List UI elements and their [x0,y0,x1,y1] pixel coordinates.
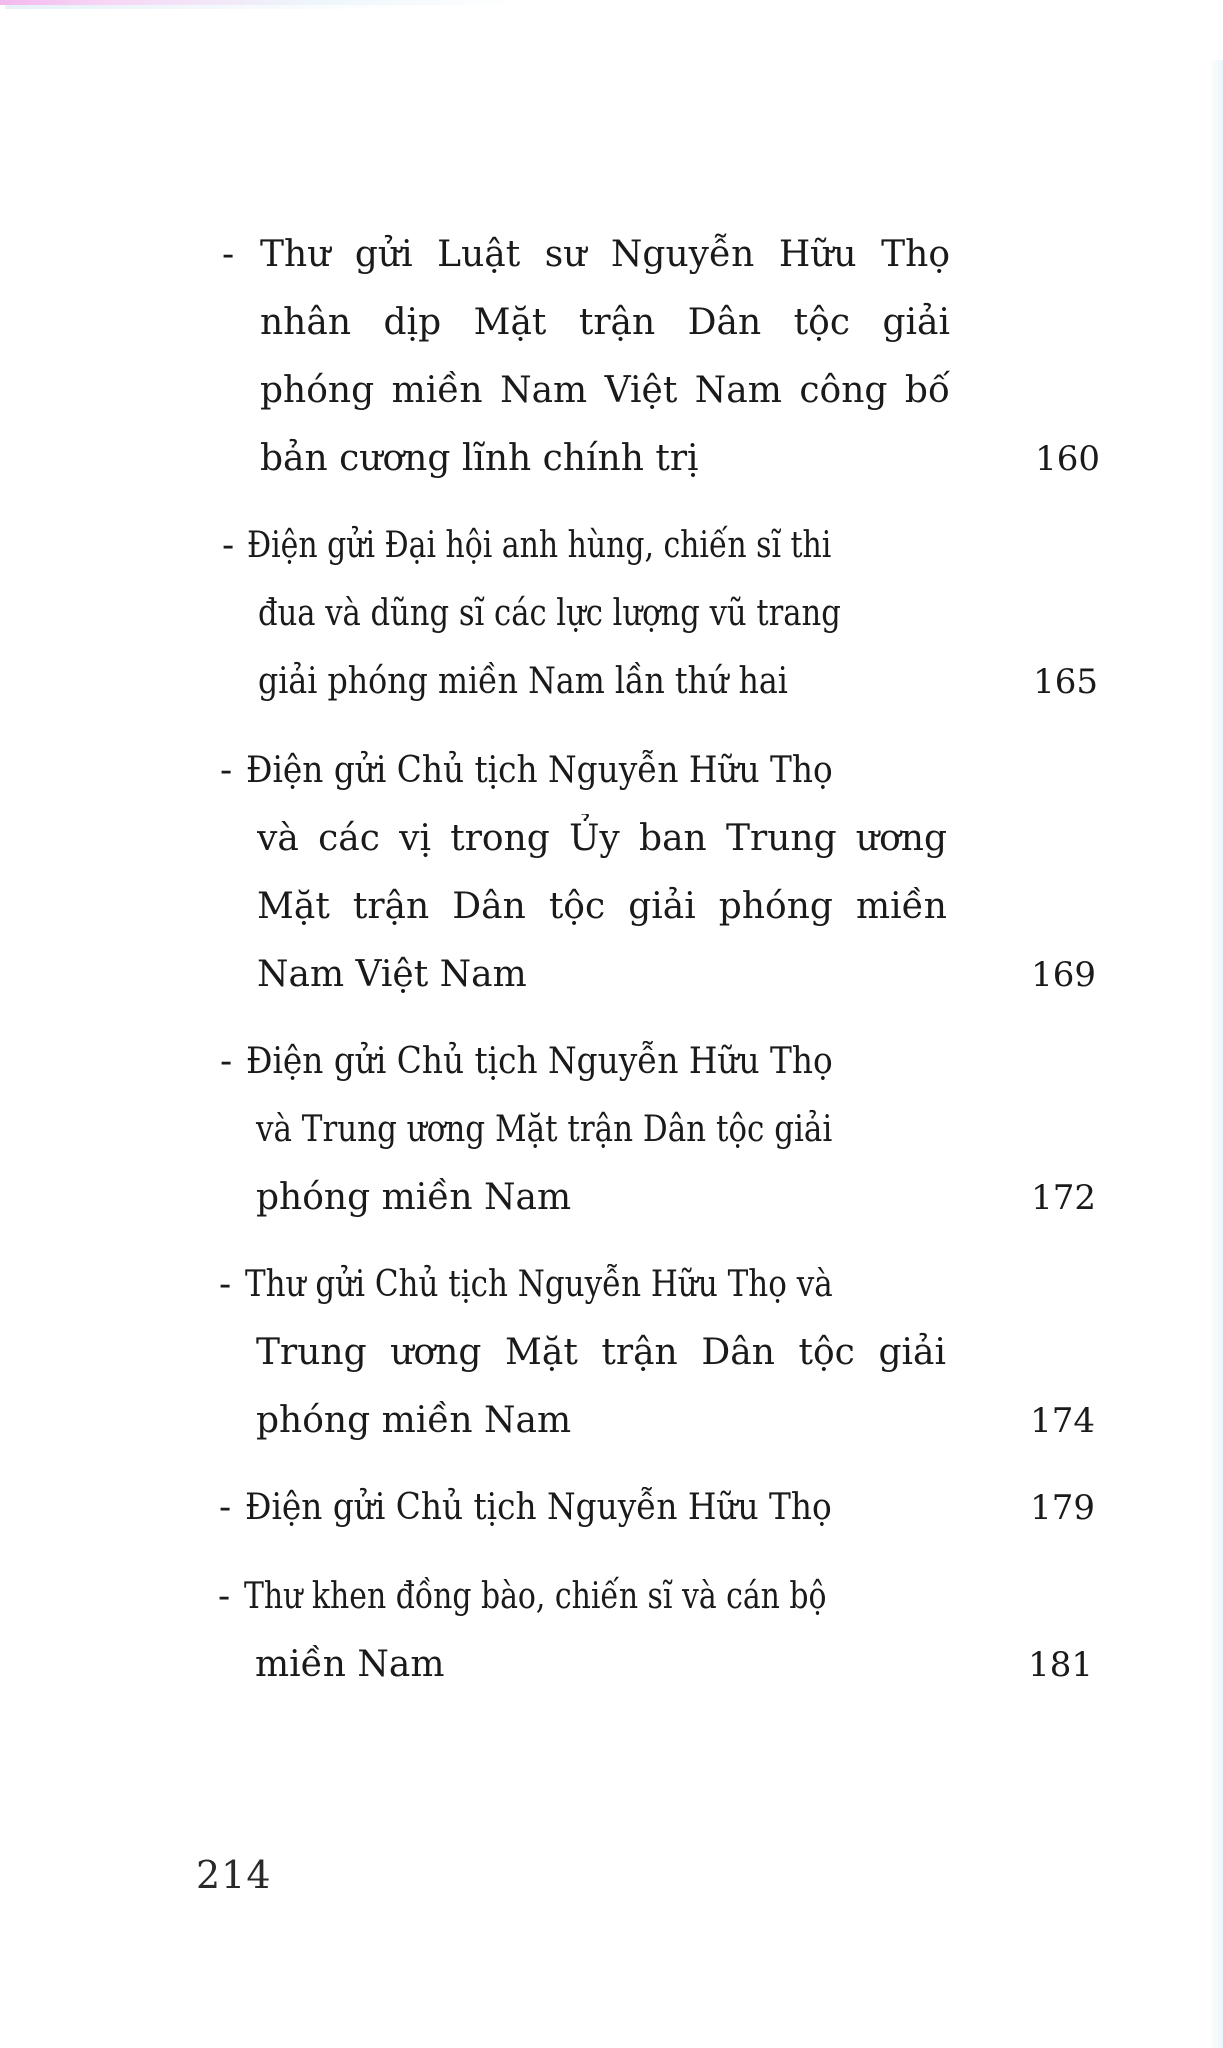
entry-title-line: nhân dịp Mặt trận Dân tộc giải [260,302,950,343]
entry-bullet: - [222,525,235,566]
page-number-footer: 214 [196,1853,272,1897]
entry-title-line: Nam Việt Nam [257,954,527,995]
entry-title-line: phóng miền Nam [256,1400,572,1441]
entry-page-number: 169 [1031,955,1096,995]
entry-bullet: - [222,234,235,275]
entry-bullet: - [218,1576,231,1617]
entry-title-line: Thư gửi Chủ tịch Nguyễn Hữu Thọ và [245,1264,833,1305]
entry-bullet: - [219,1487,232,1528]
entry-title-line: bản cương lĩnh chính trị [260,438,699,479]
entry-title-line: Điện gửi Chủ tịch Nguyễn Hữu Thọ [246,1041,833,1082]
entry-page-number: 165 [1033,662,1098,702]
entry-page-number: 181 [1028,1645,1093,1685]
entry-title-line: giải phóng miền Nam lần thứ hai [258,661,788,702]
entry-title-line: Thư gửi Luật sư Nguyễn Hữu Thọ [260,234,950,275]
entry-title-line: Mặt trận Dân tộc giải phóng miền [257,886,947,927]
entry-title-line: và các vị trong Ủy ban Trung ương [257,818,947,859]
entry-title-line: Thư khen đồng bào, chiến sĩ và cán bộ [244,1576,827,1617]
entry-title-line: miền Nam [255,1644,445,1685]
entry-page-number: 174 [1030,1401,1095,1441]
entry-bullet: - [220,1041,233,1082]
entry-page-number: 160 [1035,439,1100,479]
entry-title-line: và Trung ương Mặt trận Dân tộc giải [256,1109,833,1150]
entry-page-number: 179 [1030,1488,1095,1528]
entry-page-number: 172 [1031,1178,1096,1218]
entry-title-line: Điện gửi Đại hội anh hùng, chiến sĩ thi [247,525,832,566]
entry-title-line: phóng miền Nam Việt Nam công bố [260,370,950,411]
entry-bullet: - [220,750,233,791]
entry-bullet: - [219,1264,232,1305]
entry-title-line: Điện gửi Chủ tịch Nguyễn Hữu Thọ [245,1487,832,1528]
entry-title-line: Trung ương Mặt trận Dân tộc giải [256,1332,946,1373]
entry-title-line: đua và dũng sĩ các lực lượng vũ trang [258,593,841,634]
entry-title-line: Điện gửi Chủ tịch Nguyễn Hữu Thọ [246,750,833,791]
entry-title-line: phóng miền Nam [256,1177,572,1218]
